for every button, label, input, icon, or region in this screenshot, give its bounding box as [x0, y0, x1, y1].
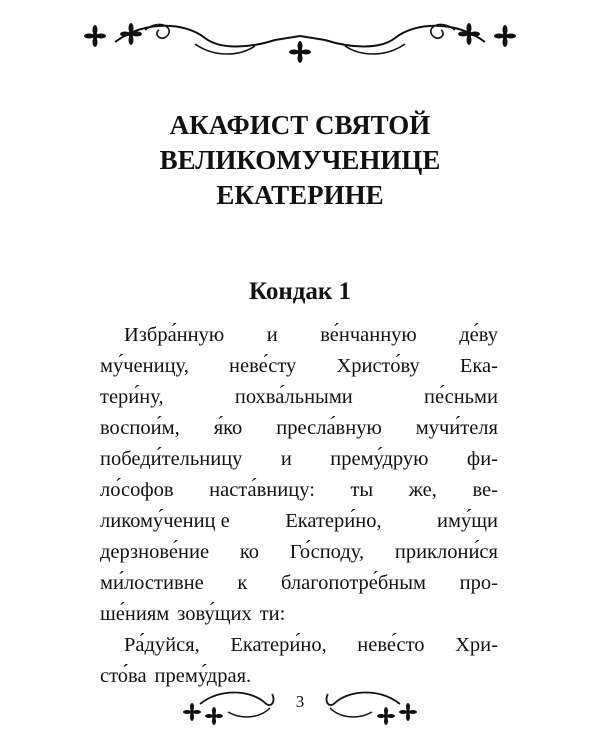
text-line [100, 351, 498, 382]
word: прему́друю [330, 448, 429, 470]
title-line: АКАФИСТ СВЯТОЙ [169, 110, 431, 140]
text-line [100, 444, 498, 475]
flower-icon [205, 707, 223, 725]
word: тери́ну, [100, 386, 164, 408]
word: ве́нчанную [320, 324, 417, 346]
word: пресла́вную [276, 417, 382, 439]
word: ликому́чениц е [100, 510, 230, 532]
word: ты [350, 479, 374, 501]
page-number: 3 [295, 692, 305, 711]
word: му́ченицу, [100, 355, 189, 377]
flower-icon [494, 25, 516, 47]
word: сто́ва [100, 665, 147, 687]
title-line: ЕКАТЕРИНЕ [216, 180, 384, 210]
akathist-title [0, 108, 600, 213]
word: я́ко [213, 417, 243, 439]
word: дерзнове́ние [100, 541, 210, 563]
word: победи́тельницу [100, 448, 243, 470]
word: Хри- [455, 634, 498, 656]
word: ти: [259, 603, 286, 625]
text-line [100, 475, 498, 506]
word: воспои́м, [100, 417, 180, 439]
flower-icon [183, 703, 201, 721]
flower-icon [84, 25, 106, 47]
text-line [100, 382, 498, 413]
text-line [100, 320, 498, 351]
word: к [237, 572, 248, 594]
word: и [280, 448, 292, 470]
word: пе́сньми [424, 386, 498, 408]
word: ми́лостивне [100, 572, 204, 594]
word: Христо́ву [336, 355, 420, 377]
word: неве́сту [229, 355, 297, 377]
word: иму́щи [437, 510, 498, 532]
word: про- [459, 572, 498, 594]
word: же, [408, 479, 437, 501]
word: Екатери́но, [285, 510, 382, 532]
flower-icon [458, 23, 480, 45]
word: Ра́дуйся, [124, 634, 200, 656]
word: приклони́ся [394, 541, 498, 563]
text-line [100, 537, 498, 568]
word: Ека- [459, 355, 498, 377]
title-line: ВЕЛИКОМУЧЕНИЦЕ [159, 145, 441, 175]
word: фи- [466, 448, 498, 470]
text-line [100, 506, 498, 537]
word: благопотре́бным [280, 572, 427, 594]
word: ко [239, 541, 259, 563]
word: похва́льными [234, 386, 353, 408]
word: ве- [472, 479, 498, 501]
word: Избра́нную [124, 324, 225, 346]
word: ло́софов [100, 479, 174, 501]
text-line [100, 599, 498, 630]
flower-icon [377, 707, 395, 725]
text-line [100, 568, 498, 599]
kontakion-text [100, 320, 498, 692]
kontakion-heading: Кондак 1 [248, 278, 352, 305]
text-line [100, 630, 498, 661]
top-ornament [75, 14, 525, 70]
word: Го́споду, [289, 541, 365, 563]
flower-icon [399, 703, 417, 721]
word: наста́вницу: [209, 479, 315, 501]
word: прему́драя. [154, 665, 252, 687]
word: Екатери́но, [230, 634, 327, 656]
word: и [266, 324, 278, 346]
word: де́ву [459, 324, 498, 346]
word: зову́щих [177, 603, 252, 625]
word: неве́сто [357, 634, 425, 656]
flower-icon [120, 23, 142, 45]
flower-icon [289, 41, 311, 63]
text-line [100, 413, 498, 444]
word: ше́ниям [100, 603, 170, 625]
word: мучи́теля [415, 417, 498, 439]
